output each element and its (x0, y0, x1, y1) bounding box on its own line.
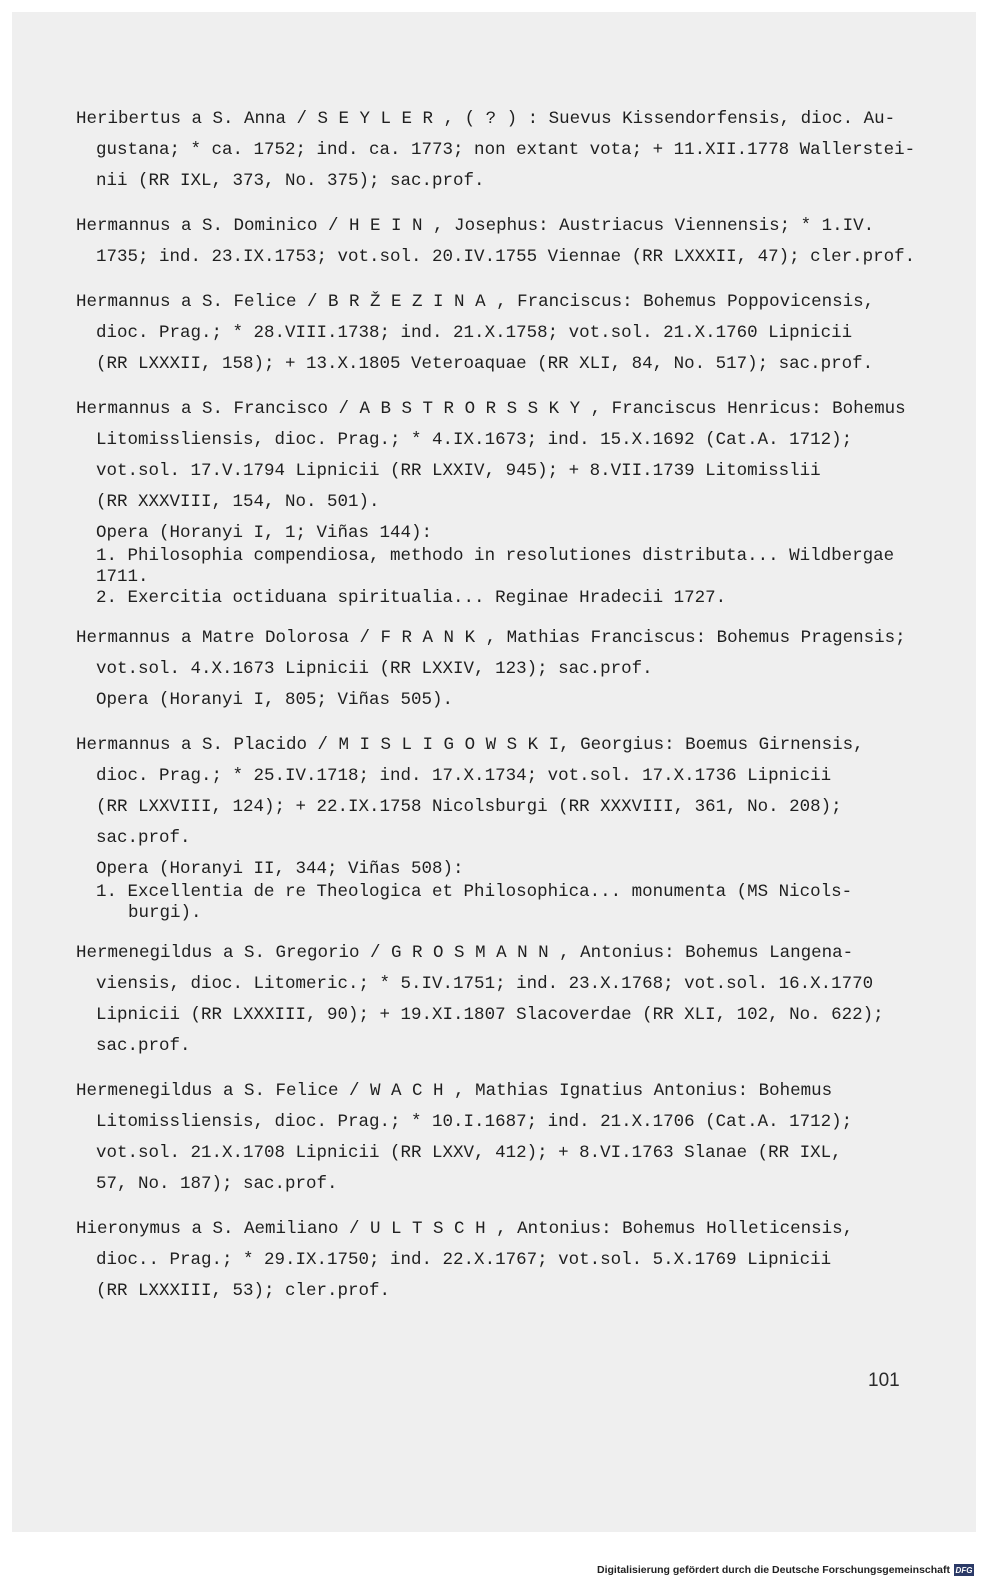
catalog-entry (76, 287, 906, 380)
entry-text-line: Litomissliensis, dioc. Prag.; * 4.IX.1673; ind. 15.X.1692 (Cat.A. 1712); (96, 430, 853, 450)
entry-text-line: dioc. Prag.; * 25.IV.1718; ind. 17.X.1734; vot.sol. 17.X.1736 Lipnicii (96, 766, 832, 786)
entry-text-line: (RR XXXVIII, 154, No. 501). (96, 492, 380, 512)
entry-text-line: sac.prof. (96, 828, 191, 848)
scanned-page (12, 12, 976, 1532)
entry-text-line: (RR LXXXIII, 53); cler.prof. (96, 1281, 391, 1301)
opera-block (76, 520, 906, 609)
catalog-entry (76, 1076, 906, 1200)
entry-text-line: Litomissliensis, dioc. Prag.; * 10.I.1687; ind. 21.X.1706 (Cat.A. 1712); (96, 1112, 853, 1132)
catalog-entry (76, 1214, 906, 1307)
entry-text-line: Lipnicii (RR LXXXIII, 90); + 19.XI.1807 Slacoverdae (RR XLI, 102, No. 622); (96, 1005, 884, 1025)
entry-heading-line: Heribertus a S. Anna / S E Y L E R , ( ? ) : Suevus Kissendorfensis, dioc. Au- (76, 109, 896, 129)
opera-item: burgi). (128, 903, 202, 923)
entry-heading-line: Hermenegildus a S. Felice / W A C H , Mathias Ignatius Antonius: Bohemus (76, 1081, 833, 1101)
catalog-entry (76, 730, 906, 924)
entry-text-line: (RR LXXXII, 158); + 13.X.1805 Veteroaquae (RR XLI, 84, No. 517); sac.prof. (96, 354, 874, 374)
opera-item: 2. Exercitia octiduana spiritualia... Reginae Hradecii 1727. (96, 588, 727, 608)
catalog-entry (76, 211, 916, 273)
entry-heading-line: Hermannus a S. Francisco / A B S T R O R S S K Y , Franciscus Henricus: Bohemus (76, 399, 906, 419)
entry-text-line: vot.sol. 21.X.1708 Lipnicii (RR LXXV, 412); + 8.VI.1763 Slanae (RR IXL, (96, 1143, 842, 1163)
entry-text-line: Opera (Horanyi I, 805; Viñas 505). (96, 690, 454, 710)
entry-heading-line: Hermannus a S. Felice / B R Ž E Z I N A , Franciscus: Bohemus Poppovicensis, (76, 292, 875, 312)
entry-text-line: vot.sol. 4.X.1673 Lipnicii (RR LXXIV, 123); sac.prof. (96, 659, 653, 679)
footer-text: Digitalisierung gefördert durch die Deutsche Forschungsgemeinschaft (597, 1564, 950, 1576)
catalog-entry (76, 623, 906, 716)
catalog-entry (76, 104, 916, 197)
entries-list (76, 104, 916, 1321)
opera-block (76, 856, 906, 924)
catalog-entry (76, 938, 906, 1062)
entry-text-line: 57, No. 187); sac.prof. (96, 1174, 338, 1194)
dfg-logo-icon: DFG (955, 1565, 973, 1575)
opera-heading: Opera (Horanyi II, 344; Viñas 508): (96, 859, 464, 879)
entry-text-line: dioc. Prag.; * 28.VIII.1738; ind. 21.X.1758; vot.sol. 21.X.1760 Lipnicii (96, 323, 853, 343)
entry-heading-line: Hermannus a Matre Dolorosa / F R A N K , Mathias Franciscus: Bohemus Pragensis; (76, 628, 906, 648)
page-number: 101 (868, 1370, 900, 1391)
entry-text-line: 1735; ind. 23.IX.1753; vot.sol. 20.IV.1755 Viennae (RR LXXXII, 47); cler.prof. (96, 247, 916, 267)
catalog-entry (76, 394, 906, 609)
entry-heading-line: Hieronymus a S. Aemiliano / U L T S C H , Antonius: Bohemus Holleticensis, (76, 1219, 854, 1239)
entry-text-line: dioc.. Prag.; * 29.IX.1750; ind. 22.X.1767; vot.sol. 5.X.1769 Lipnicii (96, 1250, 832, 1270)
opera-item: 1. Philosophia compendiosa, methodo in resolutiones distributa... Wildbergae (96, 546, 895, 566)
opera-heading: Opera (Horanyi I, 1; Viñas 144): (96, 523, 433, 543)
entry-text-line: viensis, dioc. Litomeric.; * 5.IV.1751; ind. 23.X.1768; vot.sol. 16.X.1770 (96, 974, 874, 994)
entry-text-line: nii (RR IXL, 373, No. 375); sac.prof. (96, 171, 485, 191)
footer-credit (597, 1564, 974, 1576)
entry-text-line: sac.prof. (96, 1036, 191, 1056)
entry-heading-line: Hermannus a S. Placido / M I S L I G O W S K I, Georgius: Boemus Girnensis, (76, 735, 864, 755)
entry-text-line: (RR LXXVIII, 124); + 22.IX.1758 Nicolsburgi (RR XXXVIII, 361, No. 208); (96, 797, 842, 817)
opera-item: 1711. (96, 567, 149, 587)
entry-text-line: vot.sol. 17.V.1794 Lipnicii (RR LXXIV, 945); + 8.VII.1739 Litomisslii (96, 461, 821, 481)
opera-item: 1. Excellentia de re Theologica et Philosophica... monumenta (MS Nicols- (96, 882, 853, 902)
entry-heading-line: Hermenegildus a S. Gregorio / G R O S M A N N , Antonius: Bohemus Langena- (76, 943, 854, 963)
entry-heading-line: Hermannus a S. Dominico / H E I N , Josephus: Austriacus Viennensis; * 1.IV. (76, 216, 875, 236)
entry-text-line: gustana; * ca. 1752; ind. ca. 1773; non extant vota; + 11.XII.1778 Wallerstei- (96, 140, 916, 160)
